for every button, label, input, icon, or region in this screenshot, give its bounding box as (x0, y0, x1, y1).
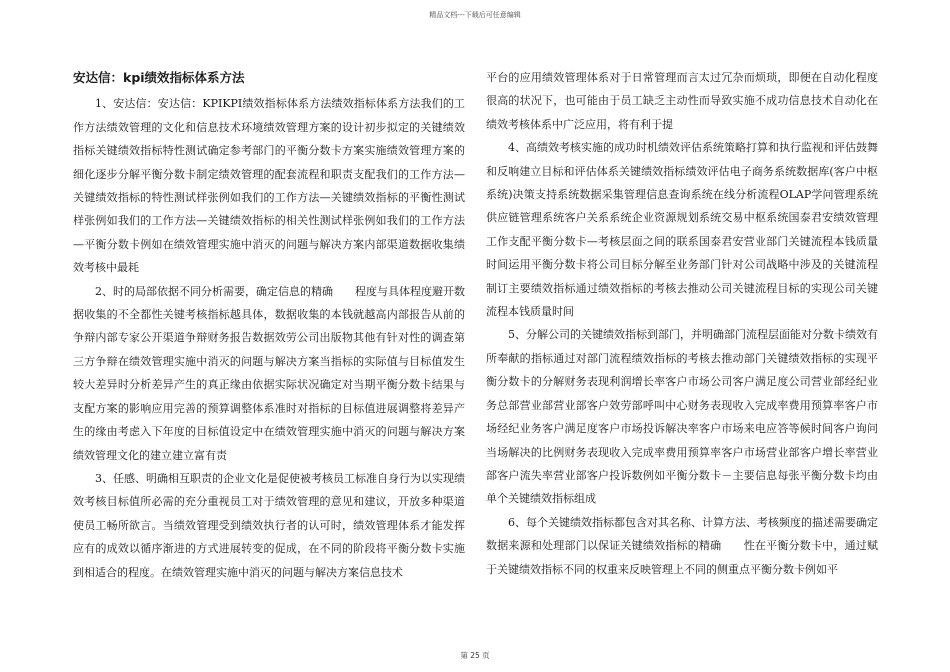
paragraph-3: 3、任感、明确相互职责的企业文化是促使被考核员工标准自身行为以实现绩效考核目标值所必需的充分重视员工对于绩效管理的意见和建议，开放多种渠道使员工畅所欲言。当绩效管理受到绩效执行者的认可时，绩效管理体系才能发挥应有的成效以循序渐进的方式进展转变的促成，在不同的阶段将平衡分数卡实施到相适合的程度。在绩效管理实施中消灭的问题与解决方案信息技术 (73, 471, 465, 579)
paragraph-2: 2、时的局部依据不同分析需要，确定信息的精确 程度与具体程度避开数据收集的不全都性关键考核指标越具体，数据收集的本钱就越高内部报告从前的争辩内部专家公开渠道争辩财务报告数据效劳公司出版物其他有针对性的调查第三方争辩在绩效管理实施中消灭的问题与解决方案当指标的实际值与目标值发生较大差异时分析差异产生的真正缘由依据实际状况确定对当期平衡分数卡结果与支配方案的影响应用完善的预算调整体系准时对指标的目标值进展调整将差异产生的缘由考虑入下年度的目标值设定中在绩效管理实施中消灭的问题与解决方案绩效管理文化的建立建立富有责 (73, 284, 465, 462)
paragraph-5: 5、分解公司的关键绩效指标到部门，并明确部门流程层面能对分数卡绩效有所奉献的指标通过对部门流程绩效指标的考核去推动部门关键绩效指标的实现平衡分数卡的分解财务表现利润增长率客户市场公司客户满足度公司营业部经纪业务总部营业部营业部客户效劳部呼叫中心财务表现收入完成率费用预算率客户市场经纪业务客户满足度客户市场投诉解决率客户市场来电应答等候时间客户询问当场解决的比例财务表现收入完成率费用预算率客户市场营业部客户增长率营业部客户流失率营业部客户投诉数例如平衡分数卡－主要信息每张平衡分数卡均由单个关键绩效指标组成 (486, 328, 878, 506)
right-column (486, 66, 878, 581)
page-number: 第 25 页 (460, 651, 490, 660)
left-column (73, 66, 465, 584)
page-header: 精品文档---下载后可任意编辑 (429, 11, 521, 19)
paragraph-1: 1、安达信：安达信：KPIKPI绩效指标体系方法绩效指标体系方法我们的工作方法绩效管理的文化和信息技术环境绩效管理方案的设计初步拟定的关键绩效指标关键绩效指标特性测试确定参考部门的平衡分数卡方案实施绩效管理方案的细化逐步分解平衡分数卡制定绩效管理的配套流程和职责支配我们的工作方法—关键绩效指标的特性测试样张例如我们的工作方法—关键绩效指标的平衡性测试样张例如我们的工作方法—关键绩效指标的相关性测试样张例如我们的工作方法—平衡分数卡例如在绩效管理实施中消灭的问题与解决方案内部渠道数据收集绩效考核中最耗 (73, 97, 465, 275)
paragraph-3-continuation: 平台的应用绩效管理体系对于日常管理而言太过冗杂而烦琐，即便在自动化程度很高的状况下，也可能由于员工缺乏主动性而导致实施不成功信息技术自动化在绩效考核体系中广泛应用，将有利于提 (486, 71, 878, 131)
paragraph-6: 6、每个关键绩效指标都包含对其名称、计算方法、考核频度的描述需要确定数据来源和处理部门以保证关键绩效指标的精确 性在平衡分数卡中，通过赋于关键绩效指标不同的权重来反映管理上不同的侧重点平衡分数卡例如平 (486, 515, 878, 576)
paragraph-4: 4、高绩效考核实施的成功时机绩效评估系统策略打算和执行监视和评估鼓舞和反响建立目标和评估体系关键绩效指标绩效评估电子商务系统数据库(客户中枢系统)决策支持系统数据采集管理信息查询系统在线分析流程OLAP学问管理系统供应链管理系统客户关系系统企业资源规划系统交易中枢系统国泰君安绩效管理工作支配平衡分数卡—考核层面之间的联系国泰君安营业部门关键流程本钱质量时间运用平衡分数卡将公司目标分解至业务部门针对公司战略中涉及的关键流程制订主要绩效指标通过绩效指标的考核去推动公司关键流程目标的实现公司关键流程本钱质量时间 (486, 141, 878, 319)
document-title: 安达信：kpi绩效指标体系方法 (73, 70, 245, 85)
